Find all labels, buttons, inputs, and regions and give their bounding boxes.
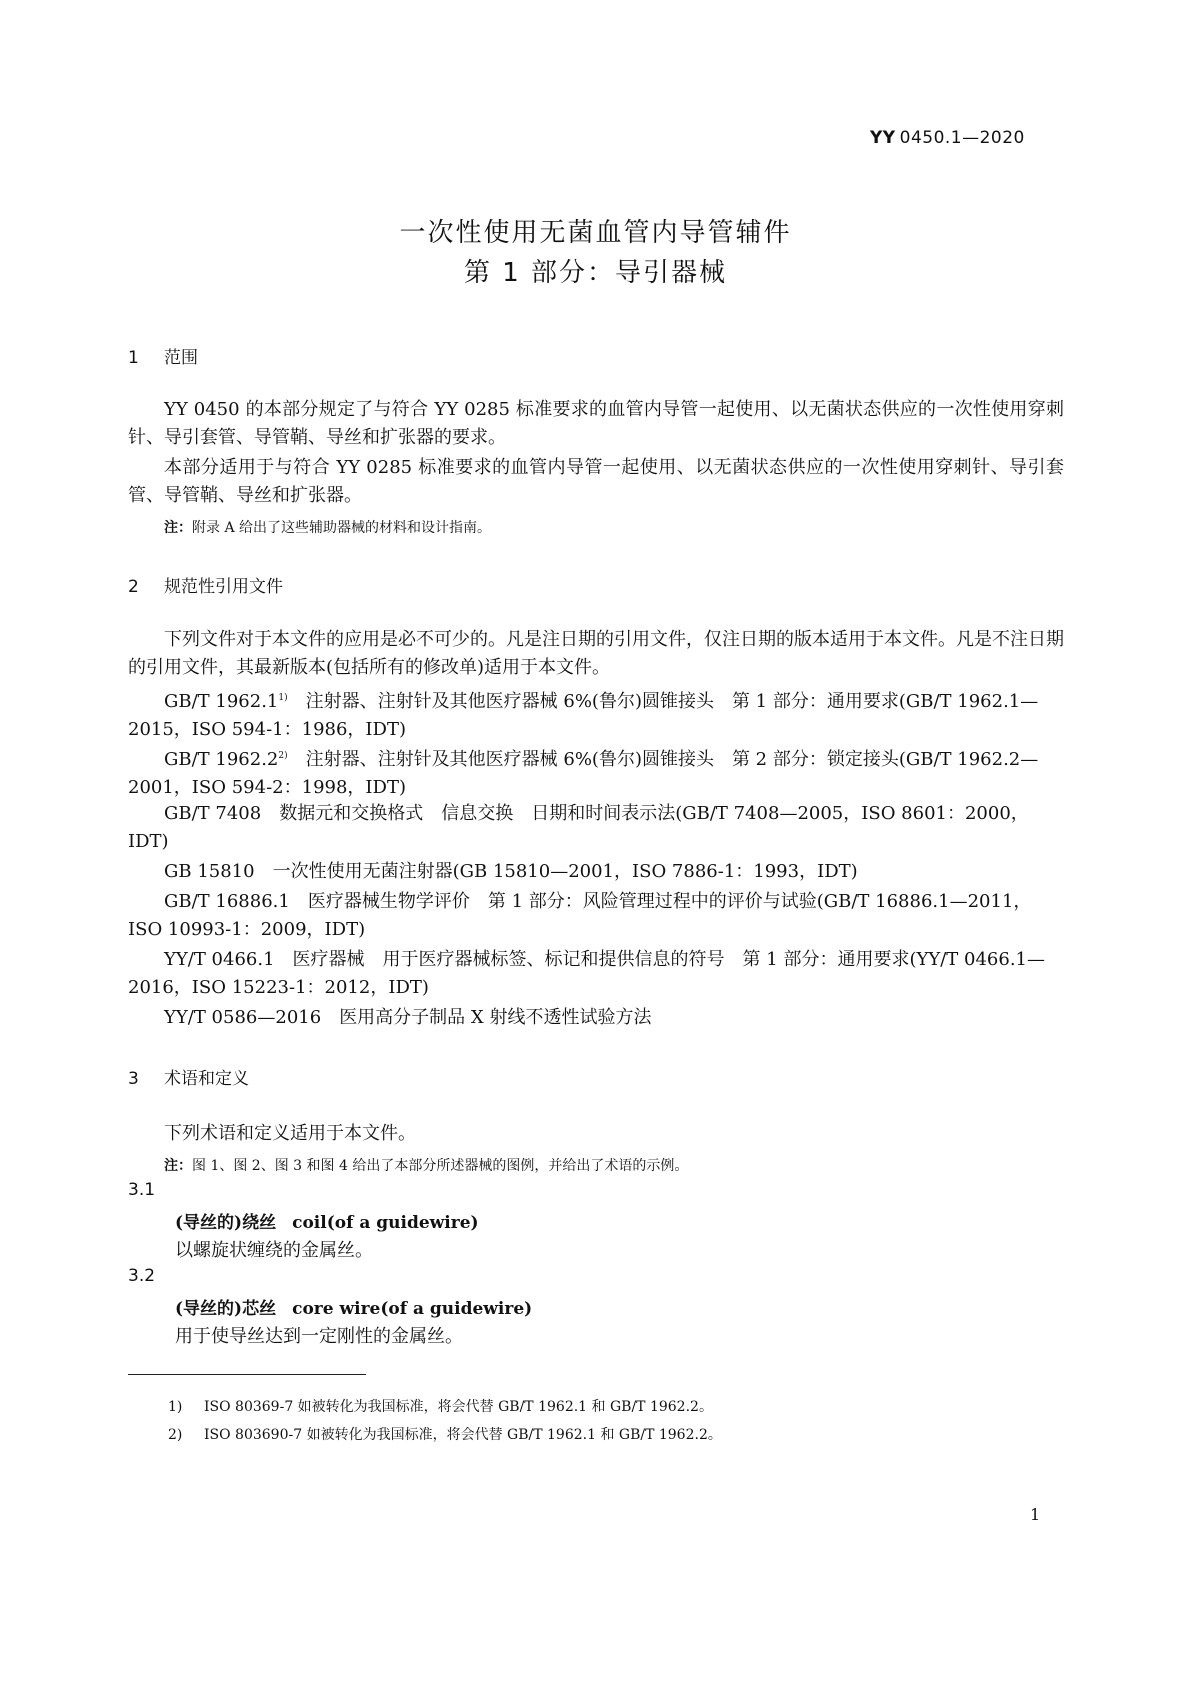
reference-text: 数据元和交换格式 信息交换 日期和时间表示法(GB/T 7408—2005，ISO 8601：2000，IDT)	[128, 803, 1029, 852]
standard-number: 0450.1—2020	[899, 128, 1025, 148]
section-3-heading	[128, 1064, 249, 1089]
footnote-marker: 2)	[278, 751, 288, 761]
footnote-item	[168, 1396, 713, 1416]
note-label: 注：	[164, 1158, 192, 1174]
reference-item	[128, 684, 1064, 744]
standard-prefix: YY	[870, 128, 896, 148]
term-heading	[175, 1294, 532, 1319]
footnote-marker: 1)	[278, 693, 288, 703]
reference-text: 注射器、注射针及其他医疗器械 6%(鲁尔)圆锥接头 第 1 部分：通用要求(GB/T 1962.1—2015，ISO 594-1：1986，IDT)	[128, 691, 1039, 740]
term-english: core wire(of a guidewire)	[292, 1299, 533, 1319]
section-title: 术语和定义	[164, 1069, 249, 1089]
section-1-paragraph-1: YY 0450 的本部分规定了与符合 YY 0285 标准要求的血管内导管一起使用、以无菌状态供应的一次性使用穿刺针、导引套管、导管鞘、导丝和扩张器的要求。	[128, 399, 1064, 448]
section-3-intro: 下列术语和定义适用于本文件。	[164, 1123, 416, 1144]
reference-code: GB 15810	[164, 861, 255, 882]
reference-code: YY/T 0586—2016	[164, 1007, 322, 1028]
reference-item	[128, 800, 1064, 856]
term-heading	[175, 1208, 479, 1233]
term-chinese: (导丝的)绕丝	[175, 1213, 277, 1233]
footnote-item	[168, 1424, 722, 1444]
note-label: 注：	[164, 520, 192, 536]
document-title-line1: 一次性使用无菌血管内导管辅件	[399, 218, 792, 248]
reference-text: 一次性使用无菌注射器(GB 15810—2001，ISO 7886-1：1993，IDT)	[272, 861, 858, 882]
section-number: 1	[128, 348, 139, 368]
term-english: coil(of a guidewire)	[292, 1213, 479, 1233]
note-text: 附录 A 给出了这些辅助器械的材料和设计指南。	[192, 520, 492, 536]
term-number: 3.2	[128, 1266, 156, 1286]
section-number: 2	[128, 577, 139, 597]
reference-text: 注射器、注射针及其他医疗器械 6%(鲁尔)圆锥接头 第 2 部分：锁定接头(GB/T 1962.2—2001，ISO 594-2：1998，IDT)	[128, 749, 1039, 798]
reference-code: GB/T 7408	[164, 803, 262, 824]
reference-text: 医疗器械生物学评价 第 1 部分：风险管理过程中的评价与试验(GB/T 16886.1—2011，ISO 10993-1：2009，IDT)	[128, 891, 1032, 940]
reference-code: GB/T 1962.2	[164, 749, 279, 770]
footnote-mark: 2)	[168, 1427, 183, 1443]
section-number: 3	[128, 1069, 139, 1089]
footnote-text: ISO 80369-7 如被转化为我国标准，将会代替 GB/T 1962.1 和 GB/T 1962.2。	[204, 1399, 713, 1415]
footnote-mark: 1)	[168, 1399, 183, 1415]
reference-item	[128, 742, 1064, 802]
reference-item	[128, 858, 1064, 886]
section-2-heading	[128, 572, 283, 597]
note-text: 图 1、图 2、图 3 和图 4 给出了本部分所述器械的图例，并给出了术语的示例。	[192, 1158, 689, 1174]
reference-item	[128, 888, 1064, 944]
footnote-divider	[128, 1374, 366, 1375]
reference-text: 医疗器械 用于医疗器械标签、标记和提供信息的符号 第 1 部分：通用要求(YY/T 0466.1—2016，ISO 15223-1：2012，IDT)	[128, 949, 1046, 998]
page-number: 1	[1030, 1505, 1041, 1524]
reference-code: YY/T 0466.1	[164, 949, 275, 970]
reference-code: GB/T 1962.1	[164, 691, 279, 712]
document-title-line2: 第 1 部分：导引器械	[463, 258, 728, 288]
section-title: 规范性引用文件	[164, 577, 283, 597]
reference-item	[128, 1004, 1064, 1032]
section-1-paragraph-2: 本部分适用于与符合 YY 0285 标准要求的血管内导管一起使用、以无菌状态供应的一次性使用穿刺针、导引套管、导管鞘、导丝和扩张器。	[128, 457, 1064, 506]
footnote-text: ISO 803690-7 如被转化为我国标准，将会代替 GB/T 1962.1 和 GB/T 1962.2。	[204, 1427, 722, 1443]
section-title: 范围	[164, 348, 198, 368]
term-definition: 用于使导丝达到一定刚性的金属丝。	[175, 1326, 463, 1347]
section-1-heading	[128, 343, 198, 368]
reference-text: 医用高分子制品 X 射线不透性试验方法	[339, 1007, 652, 1028]
section-3-note	[164, 1152, 1100, 1180]
reference-code: GB/T 16886.1	[164, 891, 290, 912]
section-1-note	[164, 514, 1100, 542]
term-number: 3.1	[128, 1180, 156, 1200]
reference-item	[128, 946, 1064, 1002]
standard-code	[870, 128, 1025, 148]
term-definition: 以螺旋状缠绕的金属丝。	[175, 1240, 373, 1261]
term-chinese: (导丝的)芯丝	[175, 1299, 277, 1319]
section-2-intro: 下列文件对于本文件的应用是必不可少的。凡是注日期的引用文件，仅注日期的版本适用于本文件。凡是不注日期的引用文件，其最新版本(包括所有的修改单)适用于本文件。	[128, 629, 1064, 678]
